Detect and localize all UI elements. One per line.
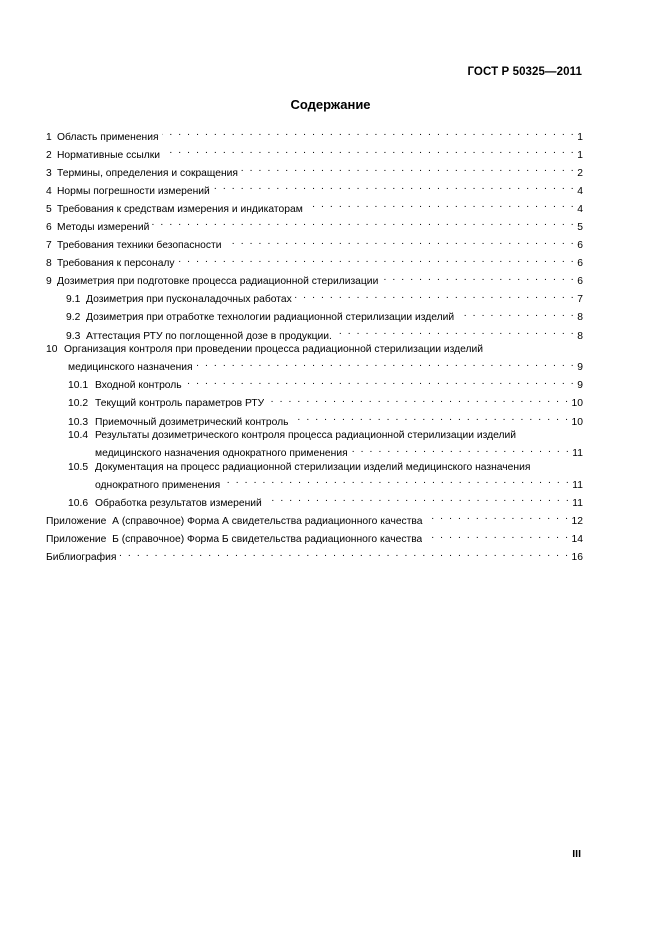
toc-text: Аттестация РТУ по поглощенной дозе в продукции. <box>86 330 332 342</box>
toc-page: 14 <box>571 534 583 546</box>
toc-number: 9.1 <box>66 294 81 306</box>
toc-page: 4 <box>577 203 583 215</box>
toc-page: 1 <box>577 131 583 143</box>
dot-leader <box>119 547 569 561</box>
dot-leader <box>196 357 576 371</box>
toc-page: 11 <box>572 497 583 509</box>
toc-entry-10-6[interactable] <box>46 492 583 510</box>
dot-leader <box>241 162 575 176</box>
toc-number: 9 <box>46 276 52 288</box>
toc-page: 4 <box>577 185 583 197</box>
toc-entry-appendix-a[interactable] <box>46 510 583 528</box>
dot-leader <box>178 253 576 267</box>
toc-text: Обработка результатов измерений <box>95 497 262 509</box>
dot-leader <box>163 144 575 158</box>
toc-page: 1 <box>577 149 583 161</box>
toc-page: 5 <box>577 222 583 234</box>
toc-number: 9.2 <box>66 312 81 324</box>
toc-entry-10-5-cont <box>46 474 583 492</box>
toc-entry-2[interactable] <box>46 144 583 162</box>
toc-entry-9-2[interactable] <box>46 307 583 325</box>
toc-entry-10-1[interactable] <box>46 375 583 393</box>
toc-number: 10.6 <box>68 497 89 509</box>
dot-leader <box>225 235 576 249</box>
toc-page: 6 <box>577 258 583 270</box>
toc-text: Дозиметрия при пусконаладочных работах <box>86 294 292 306</box>
toc-entry-appendix-b[interactable] <box>46 529 583 547</box>
toc-number: 2 <box>46 149 52 161</box>
toc-page: 10 <box>571 398 583 410</box>
dot-leader <box>152 216 575 230</box>
toc-number: 10.1 <box>68 380 89 392</box>
toc-text: Требования к персоналу <box>57 258 175 270</box>
toc-entry-6[interactable] <box>46 216 583 234</box>
toc-text-continuation: однократного применения <box>95 479 221 491</box>
toc-number: 4 <box>46 185 52 197</box>
page-title: Содержание <box>290 97 371 112</box>
toc-page: 6 <box>577 276 583 288</box>
toc-entry-3[interactable] <box>46 162 583 180</box>
toc-text: Дозиметрия при подготовке процесса радиационной стерилизации <box>57 276 379 288</box>
toc-number: 10.3 <box>68 416 89 428</box>
dot-leader <box>351 443 571 457</box>
toc-page: 9 <box>577 380 583 392</box>
toc-page: 12 <box>571 515 583 527</box>
toc-entry-9-1[interactable] <box>46 289 583 307</box>
toc-page: 9 <box>577 362 583 374</box>
dot-leader <box>291 411 569 425</box>
toc-number: 7 <box>46 240 52 252</box>
dot-leader <box>213 180 575 194</box>
dot-leader <box>185 375 576 389</box>
dot-leader <box>425 529 569 543</box>
toc-entry-1[interactable] <box>46 126 583 144</box>
toc-text: Результаты дозиметрического контроля процесса радиационной стерилизации изделий <box>95 430 516 442</box>
toc-entry-7[interactable] <box>46 235 583 253</box>
toc-entry-10-cont <box>46 357 583 375</box>
toc-number: 10.5 <box>68 461 89 473</box>
toc-text: Библиография <box>46 552 117 564</box>
toc-entry-8[interactable] <box>46 253 583 271</box>
toc-text: Приложение Б (справочное) Форма Б свидетельства радиационного качества <box>46 534 423 546</box>
toc-entry-bibliography[interactable] <box>46 547 583 565</box>
toc-number: 5 <box>46 203 52 215</box>
dot-leader <box>267 393 569 407</box>
toc-entry-10-3[interactable] <box>46 411 583 429</box>
toc-number: 8 <box>46 258 52 270</box>
toc-entry-9[interactable] <box>46 271 583 289</box>
toc-entry-10-4-cont <box>46 443 583 461</box>
dot-leader <box>162 126 576 140</box>
toc-entry-5[interactable] <box>46 198 583 216</box>
toc-page: 7 <box>577 294 583 306</box>
toc-text: Приемочный дозиметрический контроль <box>95 416 289 428</box>
dot-leader <box>426 510 570 524</box>
dot-leader <box>335 325 575 339</box>
toc-text: Требования техники безопасности <box>57 240 222 252</box>
toc-number: 1 <box>46 131 52 143</box>
dot-leader <box>265 492 571 506</box>
toc-page: 8 <box>577 312 583 324</box>
toc-text: Нормы погрешности измерений <box>57 185 210 197</box>
toc-page: 11 <box>572 479 583 491</box>
toc-entry-10-5[interactable] <box>46 461 583 475</box>
toc-page: 10 <box>571 416 583 428</box>
toc-text: Нормативные ссылки <box>57 149 161 161</box>
table-of-contents <box>46 126 583 565</box>
toc-text: Дозиметрия при отработке технологии радиационной стерилизации изделий <box>86 312 455 324</box>
dot-leader <box>223 474 570 488</box>
document-code: ГОСТ Р 50325—2011 <box>467 66 582 78</box>
toc-page: 16 <box>571 552 583 564</box>
dot-leader <box>295 289 576 303</box>
toc-text: Методы измерений <box>57 222 150 234</box>
toc-entry-9-3[interactable] <box>46 325 583 343</box>
toc-entry-4[interactable] <box>46 180 583 198</box>
page-number: III <box>572 848 581 860</box>
toc-number: 6 <box>46 222 52 234</box>
toc-text-continuation: медицинского назначения однократного применения <box>95 448 348 460</box>
dot-leader <box>306 198 575 212</box>
toc-page: 6 <box>577 240 583 252</box>
toc-entry-10[interactable] <box>46 343 583 357</box>
toc-text: Термины, определения и сокращения <box>57 167 238 179</box>
toc-text: Организация контроля при проведении процесса радиационной стерилизации изделий <box>64 344 483 356</box>
dot-leader <box>381 271 575 285</box>
toc-text: Приложение А (справочное) Форма А свидетельства радиационного качества <box>46 515 423 527</box>
toc-entry-10-2[interactable] <box>46 393 583 411</box>
toc-page: 11 <box>572 448 583 460</box>
toc-text: Область применения <box>57 131 159 143</box>
toc-text-continuation: медицинского назначения <box>68 362 193 374</box>
toc-entry-10-4[interactable] <box>46 429 583 443</box>
toc-text: Документация на процесс радиационной стерилизации изделий медицинского назначения <box>95 461 531 473</box>
toc-number: 10.4 <box>68 430 89 442</box>
toc-page: 8 <box>577 330 583 342</box>
dot-leader <box>457 307 575 321</box>
toc-number: 3 <box>46 167 52 179</box>
toc-number: 9.3 <box>66 330 81 342</box>
toc-number: 10.2 <box>68 398 89 410</box>
toc-text: Текущий контроль параметров РТУ <box>95 398 265 410</box>
toc-text: Требования к средствам измерения и индикаторам <box>57 203 303 215</box>
toc-text: Входной контроль <box>95 380 182 392</box>
toc-number: 10 <box>46 344 58 356</box>
toc-page: 2 <box>577 167 583 179</box>
